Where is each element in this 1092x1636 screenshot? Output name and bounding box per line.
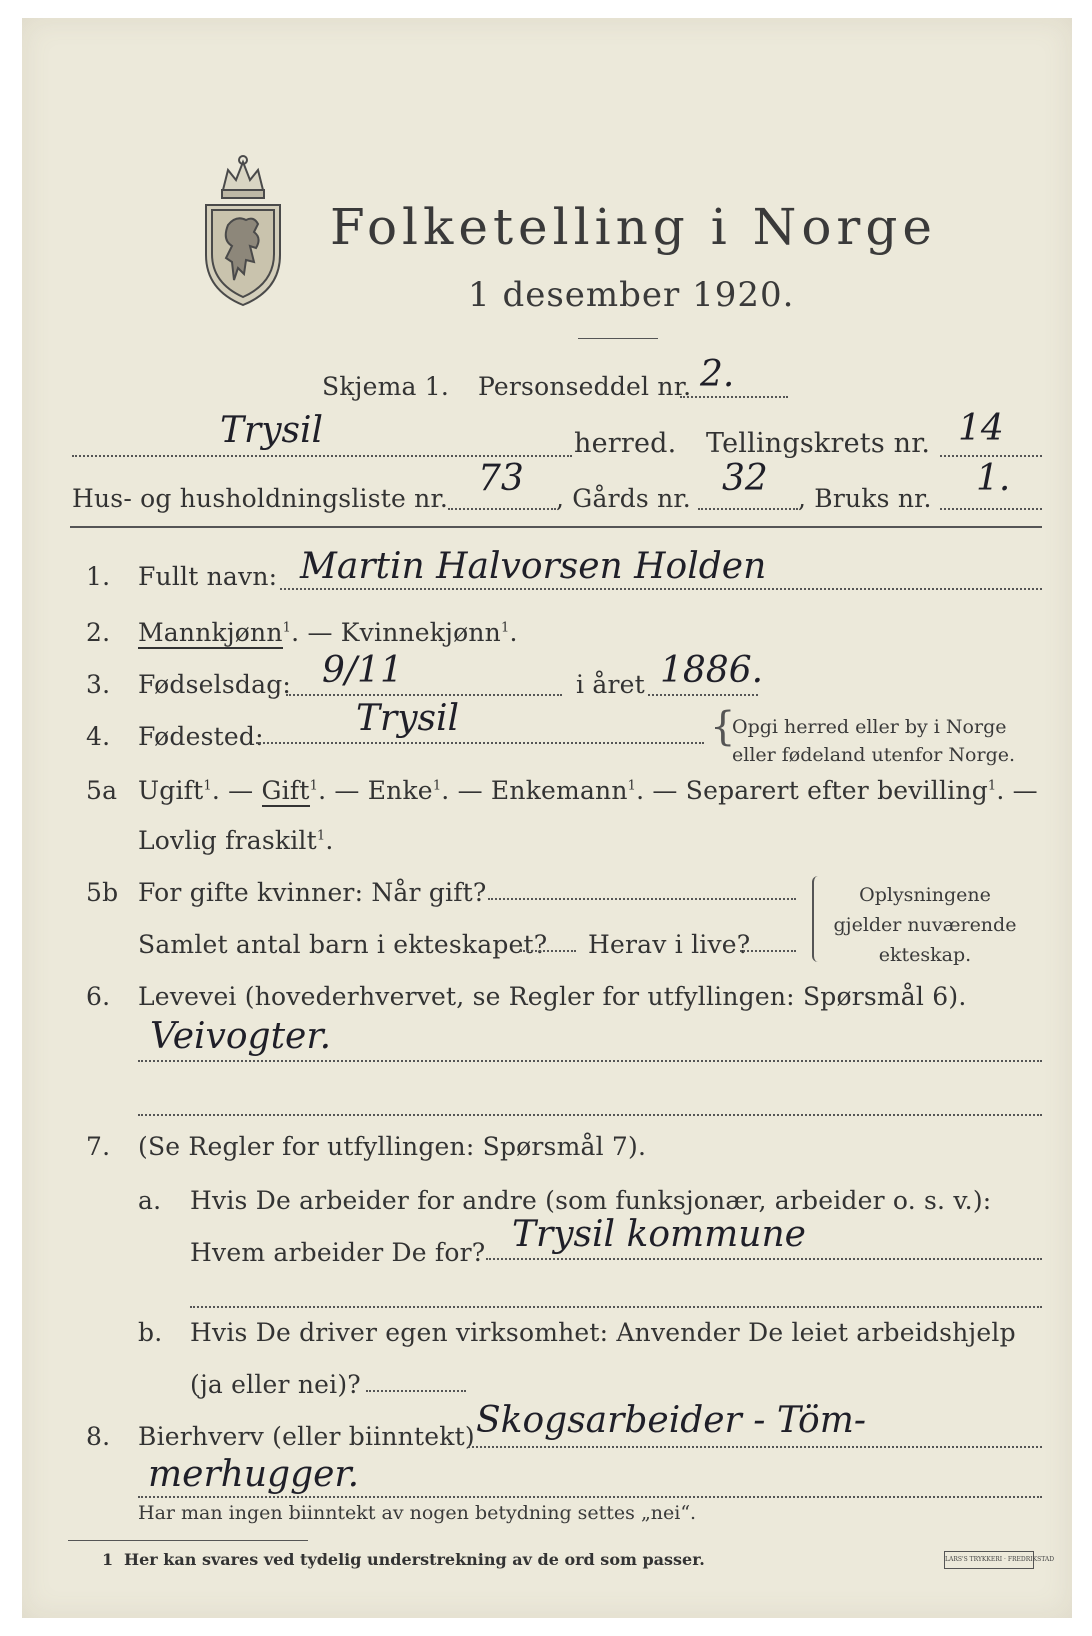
q3-label: Fødselsdag:	[138, 670, 292, 699]
separator: . —	[996, 776, 1038, 805]
coat-of-arms-icon	[198, 150, 288, 310]
marriage-note-3: ekteskap.	[878, 944, 972, 966]
option-enkemann[interactable]: . — Enkemann	[441, 776, 628, 805]
separator: . —	[211, 776, 262, 805]
footnote-ref: 1	[627, 778, 637, 794]
q6-number: 6.	[86, 982, 111, 1011]
side-income-line-2	[138, 1496, 1042, 1498]
personseddel-label: Personseddel nr.	[478, 372, 692, 401]
q4-number: 4.	[86, 722, 111, 751]
footnote-divider	[68, 1540, 308, 1541]
bruks-value[interactable]: 1.	[976, 458, 1011, 499]
bruks-label: , Bruks nr.	[798, 484, 932, 513]
hired-help-line[interactable]	[366, 1390, 466, 1392]
children-label: Samlet antal barn i ekteskapet?	[138, 930, 548, 959]
marriage-note-2: gjelder nuværende	[833, 914, 1017, 936]
birthplace-value[interactable]: Trysil	[356, 698, 460, 739]
hus-line	[448, 508, 556, 510]
option-enke[interactable]: . — Enke	[318, 776, 433, 805]
q2-number: 2.	[86, 618, 111, 647]
alive-line[interactable]	[740, 950, 796, 952]
footnote-ref: 1	[987, 778, 997, 794]
birthplace-line	[256, 742, 704, 744]
q5a-number: 5a	[86, 776, 118, 805]
footnote-ref: 1	[500, 620, 510, 636]
employer-value[interactable]: Trysil kommune	[512, 1214, 806, 1255]
side-income-label: Bierhverv (eller biinntekt)	[138, 1422, 475, 1451]
census-date: 1 desember 1920.	[468, 275, 795, 315]
gards-label: , Gårds nr.	[556, 484, 691, 513]
option-separert[interactable]: . — Separert efter bevilling	[636, 776, 988, 805]
side-income-note: Har man ingen biinntekt av nogen betydning settes „nei“.	[138, 1502, 697, 1524]
q7a-text: Hvis De arbeider for andre (som funksjonær, arbeider o. s. v.):	[190, 1186, 992, 1215]
full-name-line	[280, 588, 1042, 590]
hired-help-label: (ja eller nei)?	[190, 1370, 361, 1399]
q1-label: Fullt navn:	[138, 562, 278, 591]
q7-number: 7.	[86, 1132, 111, 1161]
printer-mark: LARS'S TRYKKERI · FREDRIKSTAD	[944, 1551, 1034, 1569]
footnote-ref: 1	[282, 620, 292, 636]
herred-value[interactable]: Trysil	[220, 410, 324, 451]
q2-separator: . —	[291, 618, 341, 647]
footnote-ref: 1	[309, 778, 319, 794]
personseddel-line	[680, 396, 788, 398]
personseddel-value[interactable]: 2.	[700, 354, 735, 395]
footnote-text: Her kan svares ved tydelig understrekning av de ord som passer.	[124, 1550, 705, 1569]
q7b-number: b.	[138, 1318, 163, 1347]
employer-line	[486, 1258, 1042, 1260]
side-income-value-1[interactable]: Skogsarbeider - Töm-	[476, 1400, 867, 1441]
q8-number: 8.	[86, 1422, 111, 1451]
footnote-ref: 1	[203, 778, 212, 794]
footnote-ref: 1	[316, 828, 326, 844]
form-title: Folketelling i Norge	[330, 198, 937, 256]
tellingskrets-value[interactable]: 14	[958, 408, 1004, 449]
alive-label: Herav i live?	[588, 930, 751, 959]
birthplace-note-2: eller fødeland utenfor Norge.	[732, 744, 1016, 766]
hus-label: Hus- og husholdningsliste nr.	[72, 484, 449, 513]
occupation-value[interactable]: Veivogter.	[150, 1016, 332, 1057]
option-mannkjonn[interactable]: Mannkjønn	[138, 618, 283, 647]
side-income-value-2[interactable]: merhugger.	[148, 1454, 360, 1495]
q7b-text: Hvis De driver egen virksomhet: Anvender De leiet arbeidshjelp	[190, 1318, 1016, 1347]
q7-label: (Se Regler for utfyllingen: Spørsmål 7).	[138, 1132, 647, 1161]
q4-label: Fødested:	[138, 722, 264, 751]
q5b-number: 5b	[86, 878, 119, 907]
herred-label: herred.	[574, 428, 677, 459]
q2-options	[138, 618, 518, 647]
footnote-ref: 1	[432, 778, 442, 794]
q7a-number: a.	[138, 1186, 162, 1215]
year-label: i året	[576, 670, 645, 699]
employer-line-2	[190, 1306, 1042, 1308]
q2-end: .	[509, 618, 518, 647]
occupation-label: Levevei (hovederhvervet, se Regler for utfyllingen: Spørsmål 6).	[138, 982, 967, 1011]
header-divider	[578, 338, 658, 339]
occupation-line-1	[138, 1060, 1042, 1062]
marriage-note-1: Oplysningene	[859, 884, 991, 906]
schema-label: Skjema 1.	[322, 372, 450, 401]
option-ugift[interactable]: Ugift	[138, 776, 204, 805]
year-line	[648, 694, 758, 696]
herred-line	[72, 455, 572, 457]
children-line[interactable]	[520, 950, 576, 952]
employer-label: Hvem arbeider De for?	[190, 1238, 486, 1267]
gards-value[interactable]: 32	[722, 458, 768, 499]
fraskilt-label: Lovlig fraskilt	[138, 826, 317, 855]
married-when-line[interactable]	[488, 898, 796, 900]
marriage-note	[810, 880, 1040, 970]
option-gift[interactable]: Gift	[261, 776, 310, 805]
side-income-line	[468, 1446, 1042, 1448]
fraskilt-end: .	[325, 826, 334, 855]
tellingskrets-line	[940, 455, 1042, 457]
footnote-number: 1	[102, 1550, 114, 1569]
q1-number: 1.	[86, 562, 111, 591]
full-name-value[interactable]: Martin Halvorsen Holden	[300, 546, 767, 587]
birthday-line	[286, 694, 562, 696]
marital-options	[138, 776, 1038, 805]
section-divider	[70, 526, 1042, 528]
hus-value[interactable]: 73	[478, 458, 524, 499]
occupation-line-2	[138, 1114, 1042, 1116]
bruks-line	[940, 508, 1042, 510]
married-when-label: For gifte kvinner: Når gift?	[138, 878, 487, 907]
option-kvinnekjonn[interactable]: Kvinnekjønn	[340, 618, 501, 647]
gards-line	[698, 508, 798, 510]
q3-number: 3.	[86, 670, 111, 699]
year-value[interactable]: 1886.	[660, 650, 764, 691]
note-brace: {	[710, 704, 736, 750]
birthday-value[interactable]: 9/11	[322, 650, 403, 691]
birthplace-note-1: Opgi herred eller by i Norge	[732, 716, 1007, 738]
form-sheet	[22, 18, 1072, 1618]
option-fraskilt[interactable]	[138, 826, 333, 855]
tellingskrets-label: Tellingskrets nr.	[706, 428, 931, 459]
